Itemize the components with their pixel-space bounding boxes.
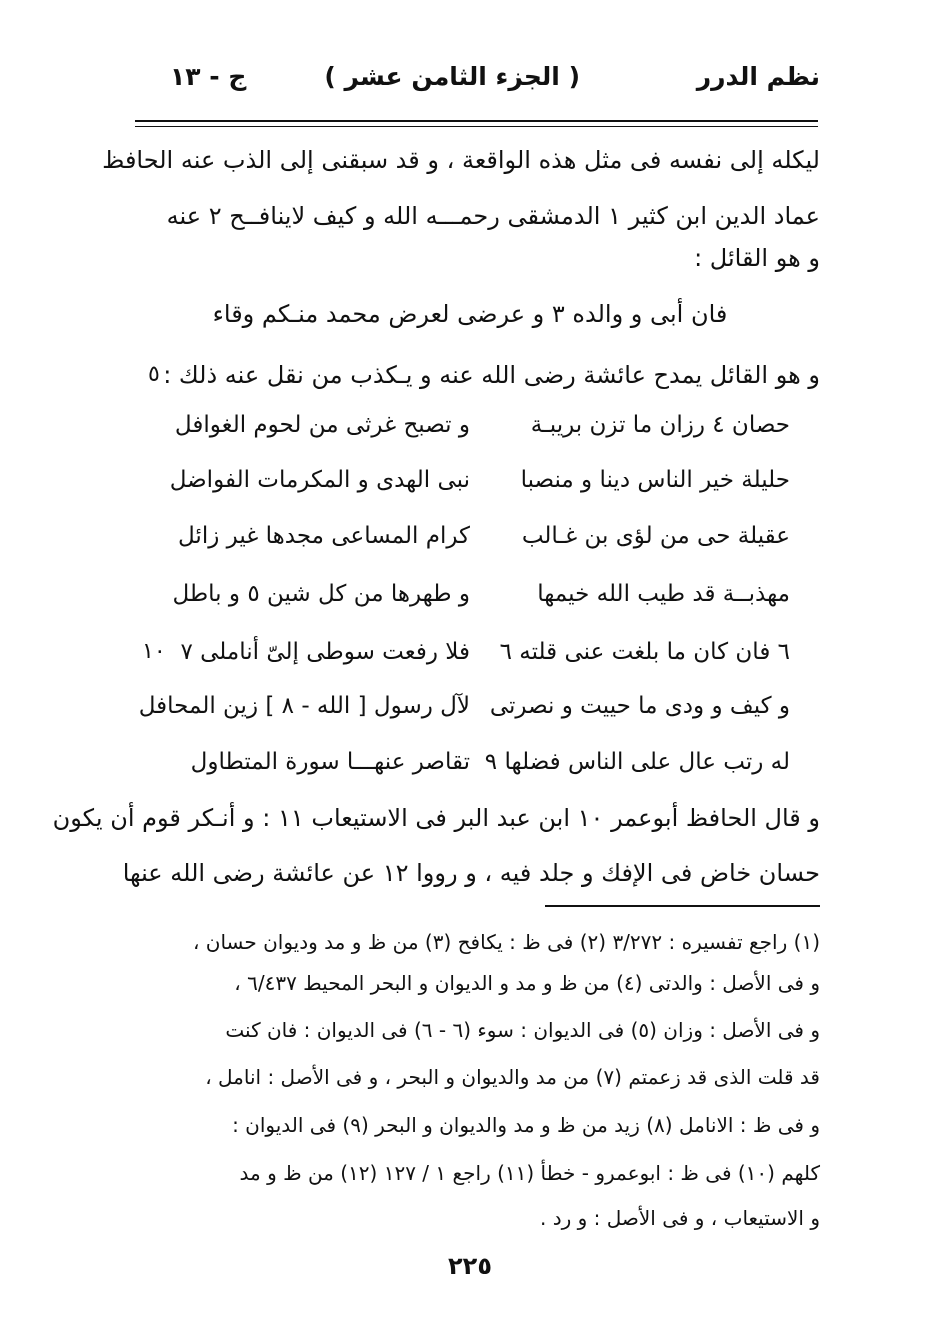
intro-line: و هو القائل يمدح عائشة رضى الله عنه و يـكذب من نقل عنه ذلك : [163,361,820,389]
footnote-line: و فى ظ : الانامل (٨) زيد من ظ و مد والديوان و البحر (٩) فى الديوان : [232,1113,820,1137]
verse-second-hemistich: و تصبح غرثى من لحوم الغوافل [174,412,470,438]
verse-second-hemistich: تقاصر عنهـــا سورة المتطاول [190,749,470,775]
verse-first-hemistich: و كيف و ودى ما حييت و نصرتى [489,693,790,719]
verse-second-hemistich: لآل رسول [ الله - ٨ ] زين المحافل [138,693,470,719]
verse-second-hemistich: و طهرها من كل شين ٥ و باطل [172,581,470,607]
verse-second-hemistich: كرام المساعى مجدها غير زائل [178,523,470,549]
body-line: ليكله إلى نفسه فى مثل هذه الواقعة ، و قد سبقنى إلى الذب عنه الحافظ [102,146,820,174]
footnote-line: (١) راجع تفسيره : ٣/٢٧٢ (٢) فى ظ : يكافح (٣) من ظ و مد وديوان حسان ، [192,930,820,954]
footnote-line: و فى الأصل : وزان (٥) فى الديوان : سوء (٦ - ٦) فى الديوان : فان كنت [225,1018,820,1042]
part-title: ( الجزء الثامن عشر ) [324,62,580,91]
verse-line [174,405,790,445]
footnote-line: قد قلت الذى قد زعمتم (٧) من مد والديوان و البحر ، و فى الأصل : انامل ، [205,1065,820,1089]
volume-number: ج - ١٣ [170,62,247,91]
header-rule-thin [135,126,818,127]
line-number: ١٠ [142,639,166,664]
footnote-line: و فى الأصل : والدتى (٤) من ظ و مد و الديوان و البحر المحيط ٦/٤٣٧ ، [234,971,820,995]
verse-first-hemistich: له رتب عال على الناس فضلها ٩ [484,749,790,775]
verse-first-hemistich: حليلة خير الناس دينا و منصبا [520,467,790,493]
page-number: ٢٢٥ [448,1252,492,1280]
header-rule-thick [135,120,818,122]
verse-line [180,742,790,782]
verse-line [169,460,790,500]
verse-line [180,632,790,672]
book-title: نظم الدرر [696,62,820,91]
body-line: و هو القائل : [694,244,820,272]
verse-first-hemistich: مهذبــة قد طيب الله خيمها [537,581,790,607]
body-line: و قال الحافظ أبوعمر ١٠ ابن عبد البر فى الاستيعاب ١١ : و أنـكر قوم أن يكون [52,804,820,832]
footnote-line: كلهم (١٠) فى ظ : ابوعمرو - خطأ (١١) راجع ١ / ١٢٧ (١٢) من ظ و مد [239,1161,820,1185]
footnote-separator [545,905,820,907]
verse-first-hemistich: ٦ فان كان ما بلغت عنى قلته ٦ [499,639,790,665]
body-line: عماد الدين ابن كثير ١ الدمشقى رحمـــه الله و كيف لاينافــح ٢ عنه [166,202,820,230]
verse-first-hemistich: حصان ٤ رزان ما تزن بريبـة [530,412,790,438]
single-verse: فان أبى و والده ٣ و عرضى لعرض محمد منـكم وقاء [212,300,728,328]
verse-second-hemistich: فلا رفعت سوطى إلىّ أناملى ٧ [180,639,470,665]
line-number: ٥ [148,362,160,387]
verse-line [138,686,790,726]
verse-line [180,516,790,556]
verse-first-hemistich: عقيلة حى من لؤى بن غـالب [521,523,790,549]
verse-second-hemistich: نبى الهدى و المكرمات الفواضل [169,467,470,493]
footnote-line: و الاستيعاب ، و فى الأصل : و رد . [540,1206,820,1230]
verse-line [172,574,790,614]
running-header [130,62,820,106]
body-line: حسان خاض فى الإفك و جلد فيه ، و رووا ١٢ عن عائشة رضى الله عنها [122,859,820,887]
